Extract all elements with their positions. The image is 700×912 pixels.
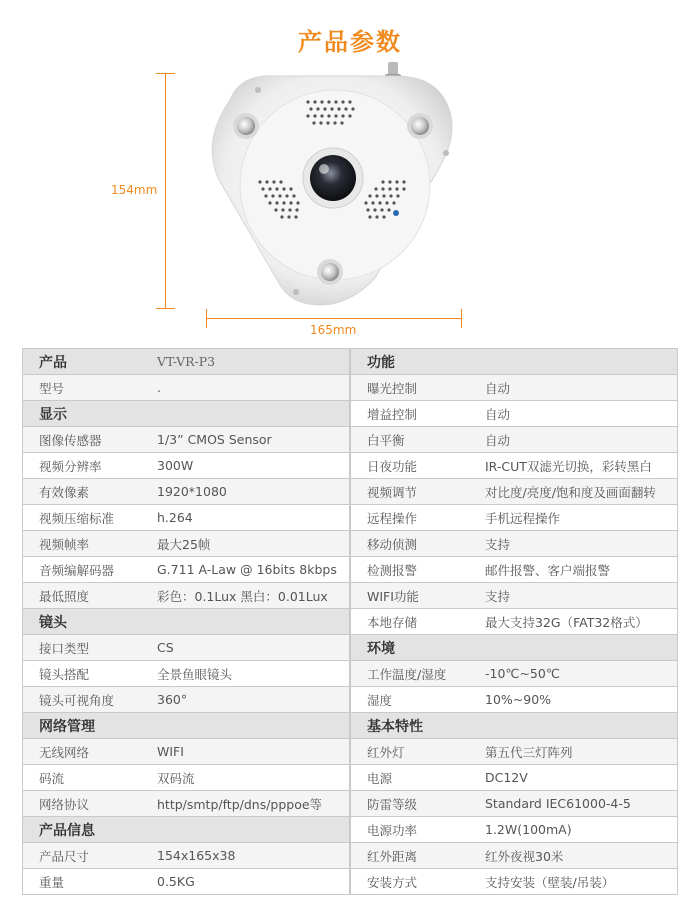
section-title: 功能 [367,354,395,371]
spec-value: 对比度/亮度/饱和度及画面翻转 [485,484,656,500]
table-row [23,453,349,478]
table-row [23,791,349,816]
table-row [23,583,349,608]
spec-label: 安装方式 [367,874,418,890]
section-header [351,713,677,738]
spec-value: 最大支持32G（FAT32格式） [485,614,648,630]
table-row [351,739,677,764]
spec-value: 300W [157,458,194,473]
spec-label: 型号 [39,380,65,396]
height-dimension-line [165,73,166,308]
spec-value: 0.5KG [157,874,195,889]
spec-label: 码流 [39,770,65,786]
section-title: 网络管理 [39,718,95,735]
table-row [23,661,349,686]
table-row [351,791,677,816]
spec-value: 全景鱼眼镜头 [157,666,233,682]
spec-label: 视频调节 [367,484,418,500]
spec-label: WIFI功能 [367,588,419,604]
table-row [23,635,349,660]
table-row [23,869,349,894]
section-title: 环境 [367,640,395,657]
spec-label: 网络协议 [39,796,90,812]
spec-value: CS [157,640,174,655]
spec-label: 红外距离 [367,848,418,864]
table-row [351,427,677,452]
section-title: 产品 [39,354,67,371]
spec-value: 154x165x38 [157,848,236,863]
spec-label: 重量 [39,874,65,890]
table-row [23,375,349,400]
table-row [351,817,677,842]
spec-value: http/smtp/ftp/dns/pppoe等 [157,796,323,812]
spec-label: 防雷等级 [367,796,418,812]
spec-value: 彩色：0.1Lux 黑白：0.01Lux [157,588,328,604]
spec-label: 图像传感器 [39,432,102,448]
spec-value: 最大25帧 [157,536,211,552]
spec-value: -10℃~50℃ [485,666,560,681]
spec-label: 最低照度 [39,588,90,604]
section-header [23,609,349,634]
table-row [351,401,677,426]
section-title: 产品信息 [39,822,95,839]
spec-label: 电源 [367,770,393,786]
spec-value: 第五代三灯阵列 [485,744,573,760]
spec-label: 接口类型 [39,640,90,656]
spec-label: 镜头可视角度 [39,692,115,708]
spec-value: 邮件报警、客户端报警 [485,562,611,578]
spec-value: 1920*1080 [157,484,227,499]
spec-label: 检测报警 [367,562,418,578]
spec-value: Standard IEC61000-4-5 [485,796,631,811]
spec-label: 产品尺寸 [39,848,90,864]
spec-label: 白平衡 [367,432,405,448]
spec-value: . [157,380,161,395]
width-dimension-line [206,318,462,319]
table-row [351,479,677,504]
table-row [23,557,349,582]
table-row [23,479,349,504]
table-row [351,609,677,634]
table-row [351,687,677,712]
dimension-cap-bottom [156,308,175,309]
section-header [23,817,349,842]
spec-label: 视频分辨率 [39,458,102,474]
spec-label: 音频编解码器 [39,562,115,578]
spec-value: G.711 A-Law @ 16bits 8kbps [157,562,337,577]
table-row [351,843,677,868]
spec-label: 远程操作 [367,510,418,526]
spec-value: 自动 [485,406,511,422]
table-row [351,531,677,556]
spec-label: 视频帧率 [39,536,90,552]
page-title: 产品参数 [298,28,402,56]
spec-column-left [23,349,349,894]
table-row [351,505,677,530]
spec-table [22,348,678,895]
spec-label: 增益控制 [367,406,418,422]
width-dimension-label: 165mm [310,323,357,337]
spec-value: 支持 [485,536,511,552]
spec-label: 本地存储 [367,614,418,630]
spec-label: 移动侦测 [367,536,418,552]
spec-value: VT-VR-P3 [157,354,216,369]
table-row [23,843,349,868]
table-row [23,505,349,530]
spec-label: 有效像素 [39,484,90,500]
section-header [351,635,677,660]
table-row [351,557,677,582]
spec-label: 无线网络 [39,744,90,760]
table-row [23,531,349,556]
spec-value: 双码流 [157,770,195,786]
spec-label: 湿度 [367,692,393,708]
section-header [351,349,677,374]
spec-value: h.264 [157,510,193,525]
spec-value: 1.2W(100mA) [485,822,572,837]
spec-value: 360° [157,692,188,707]
spec-value: 自动 [485,432,511,448]
spec-value: 支持 [485,588,511,604]
spec-value: 1/3” CMOS Sensor [157,432,272,447]
section-title: 基本特性 [367,718,423,735]
section-title: 显示 [39,406,67,423]
fisheye-camera-image [200,60,470,310]
table-row [23,427,349,452]
section-header [23,349,349,374]
spec-value: 10%~90% [485,692,552,707]
table-row [351,375,677,400]
table-row [351,765,677,790]
spec-label: 曝光控制 [367,380,418,396]
spec-value: 红外夜视30米 [485,848,564,864]
height-dimension-label: 154mm [111,183,158,197]
table-row [23,739,349,764]
spec-value: IR-CUT双滤光切换，彩转黑白 [485,458,652,474]
table-row [351,661,677,686]
table-row [351,583,677,608]
spec-value: DC12V [485,770,528,785]
spec-column-right [351,349,677,894]
dimension-cap-right [461,309,462,328]
table-row [23,765,349,790]
table-row [351,869,677,894]
spec-label: 视频压缩标准 [39,510,115,526]
spec-value: WIFI [157,744,184,759]
spec-value: 自动 [485,380,511,396]
spec-value: 支持安装（壁装/吊装） [485,874,615,890]
spec-label: 红外灯 [367,744,405,760]
section-header [23,713,349,738]
spec-label: 工作温度/湿度 [367,666,447,682]
table-row [351,453,677,478]
table-row [23,687,349,712]
spec-value: 手机远程操作 [485,510,561,526]
spec-label: 日夜功能 [367,458,418,474]
spec-label: 电源功率 [367,822,418,838]
section-header [23,401,349,426]
spec-label: 镜头搭配 [39,666,90,682]
section-title: 镜头 [39,614,67,631]
